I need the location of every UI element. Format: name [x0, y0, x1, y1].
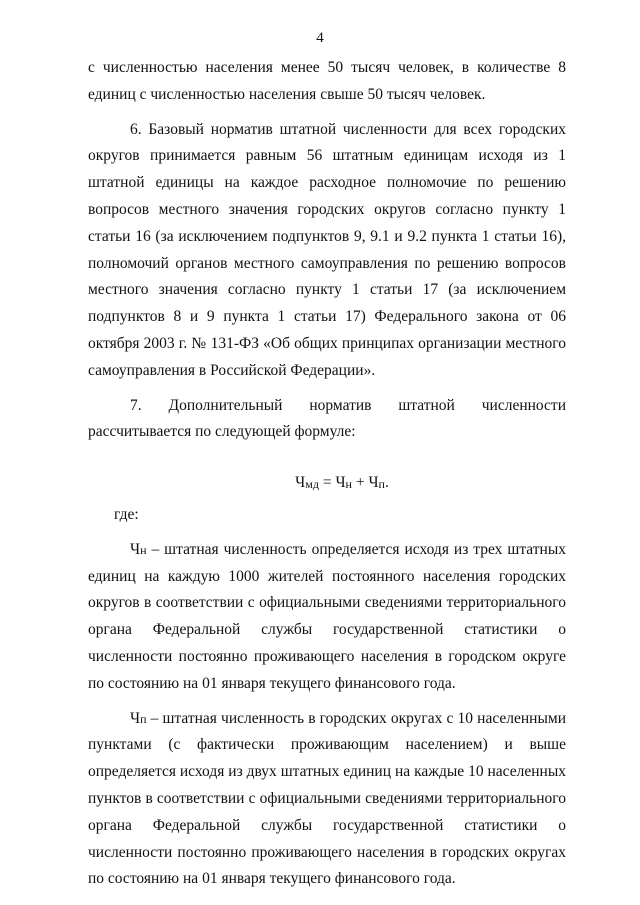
formula: Чмд = Чн + Чп.	[295, 474, 389, 492]
definition-chp-text: – штатная численность в городских округах с 10 населенными пунктами (с фактически проживающим населением) и выше определяется исходя из двух штатных единиц на каждые 10 населенных пунктов в соответствии с официальными сведениями территориального органа Федеральной службы государственной статистики о численности постоянно проживающего населения в городских округах по состоянию на 01 января текущего финансового года.	[88, 709, 566, 888]
formula-term-p: Чп	[368, 474, 385, 492]
definition-chp	[88, 706, 566, 894]
paragraph-7: 7. Дополнительный норматив штатной численности рассчитывается по следующей формуле:	[88, 396, 566, 441]
formula-lhs: Чмд	[295, 474, 319, 492]
definition-chp-symbol: Чп	[130, 709, 147, 727]
paragraph-continuation: с численностью населения менее 50 тысяч человек, в количестве 8 единиц с численностью населения свыше 50 тысяч человек.	[88, 59, 566, 103]
definition-chn-symbol: Чн	[130, 540, 147, 558]
paragraph-6: 6. Базовый норматив штатной численности для всех городских округов принимается равным 56 штатным единицам исходя из 1 штатной единицы на каждое расходное полномочие по решению вопросов местного значения городских округов согласно пункту 1 статьи 16 (за исключением подпунктов 9, 9.1 и 9.2 пункта 1 статьи 16), полномочий органов местного самоуправления по решению вопросов местного значения согласно пункту 1 статьи 17 (за исключением подпунктов 8 и 9 пункта 1 статьи 17) Федерального закона от 06 октября 2003 г. № 131-ФЗ «Об общих принципах организации местного самоуправления в Российской Федерации».	[88, 120, 566, 379]
page-number: 4	[316, 30, 324, 46]
formula-term-n: Чн	[335, 474, 352, 492]
definition-chn	[88, 537, 566, 698]
where-label: где:	[114, 505, 139, 523]
definition-chn-text: – штатная численность определяется исходя из трех штатных единиц на каждую 1000 жителей постоянного населения городских округов в соответствии с официальными сведениями территориального органа Федеральной службы государственной статистики о численности постоянно проживающего населения в городском округе по состоянию на 01 января текущего финансового года.	[88, 540, 566, 692]
document-body	[88, 55, 566, 893]
